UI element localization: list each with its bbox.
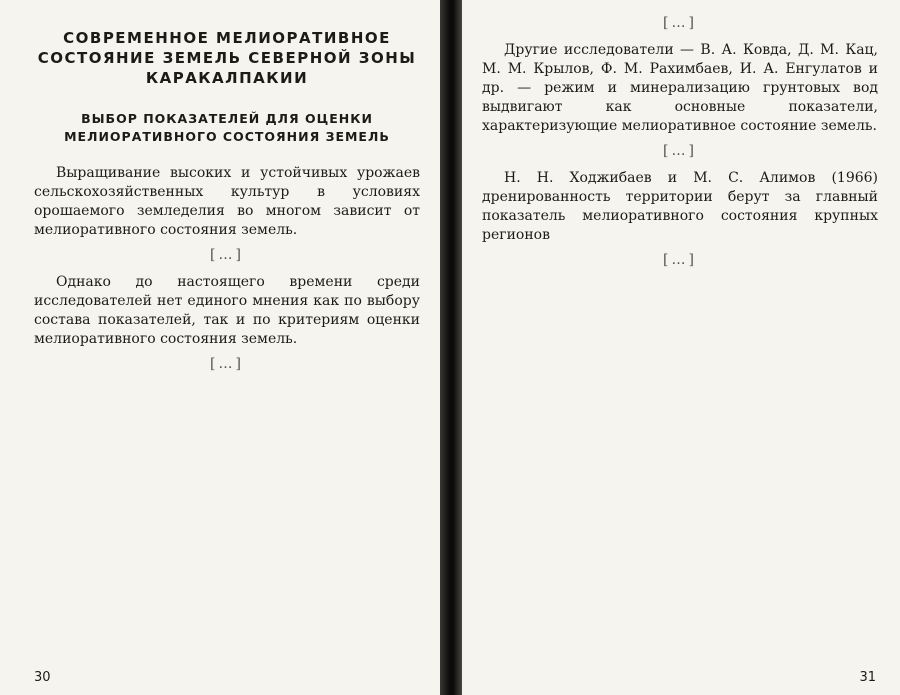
section-title: ВЫБОР ПОКАЗАТЕЛЕЙ ДЛЯ ОЦЕНКИ МЕЛИОРАТИВНОГО СОСТОЯНИЯ ЗЕМЕЛЬ	[64, 111, 390, 144]
right-excerpt-1: Другие исследователи — В. А. Ковда, Д. М. Кац, М. М. Крылов, Ф. М. Рахимбаев, И. А. Енгулатов и др. — режим и минерализацию грунтовых вод выдвигают как основные показатели, характеризующие мелиоративное состояние земель.	[482, 42, 878, 134]
page-number-left: 30	[34, 670, 51, 685]
omission-mark: […]	[663, 15, 697, 31]
omission-mark: […]	[210, 356, 244, 372]
left-page	[0, 0, 440, 695]
left-excerpt-1: Выращивание высоких и устойчивых урожаев сельскохозяйственных культур в условиях орошаемого земледелия во многом зависит от мелиоративного состояния земель.	[34, 165, 420, 238]
page-number-right: 31	[859, 670, 876, 685]
left-excerpt-2: Однако до настоящего времени среди исследователей нет единого мнения как по выбору состава показателей, так и по критериям оценки мелиоративного состояния земель.	[34, 274, 420, 347]
omission-mark: […]	[210, 247, 244, 263]
right-page	[462, 0, 900, 695]
omission-mark: […]	[663, 143, 697, 159]
main-title: СОВРЕМЕННОЕ МЕЛИОРАТИВНОЕ СОСТОЯНИЕ ЗЕМЕЛЬ СЕВЕРНОЙ ЗОНЫ КАРАКАЛПАКИИ	[37, 29, 417, 87]
book-gutter	[440, 0, 462, 695]
omission-mark: […]	[663, 252, 697, 268]
right-excerpt-2: Н. Н. Ходжибаев и М. С. Алимов (1966) дренированность территории берут за главный показатель мелиоративного состояния крупных регионов	[482, 170, 878, 243]
